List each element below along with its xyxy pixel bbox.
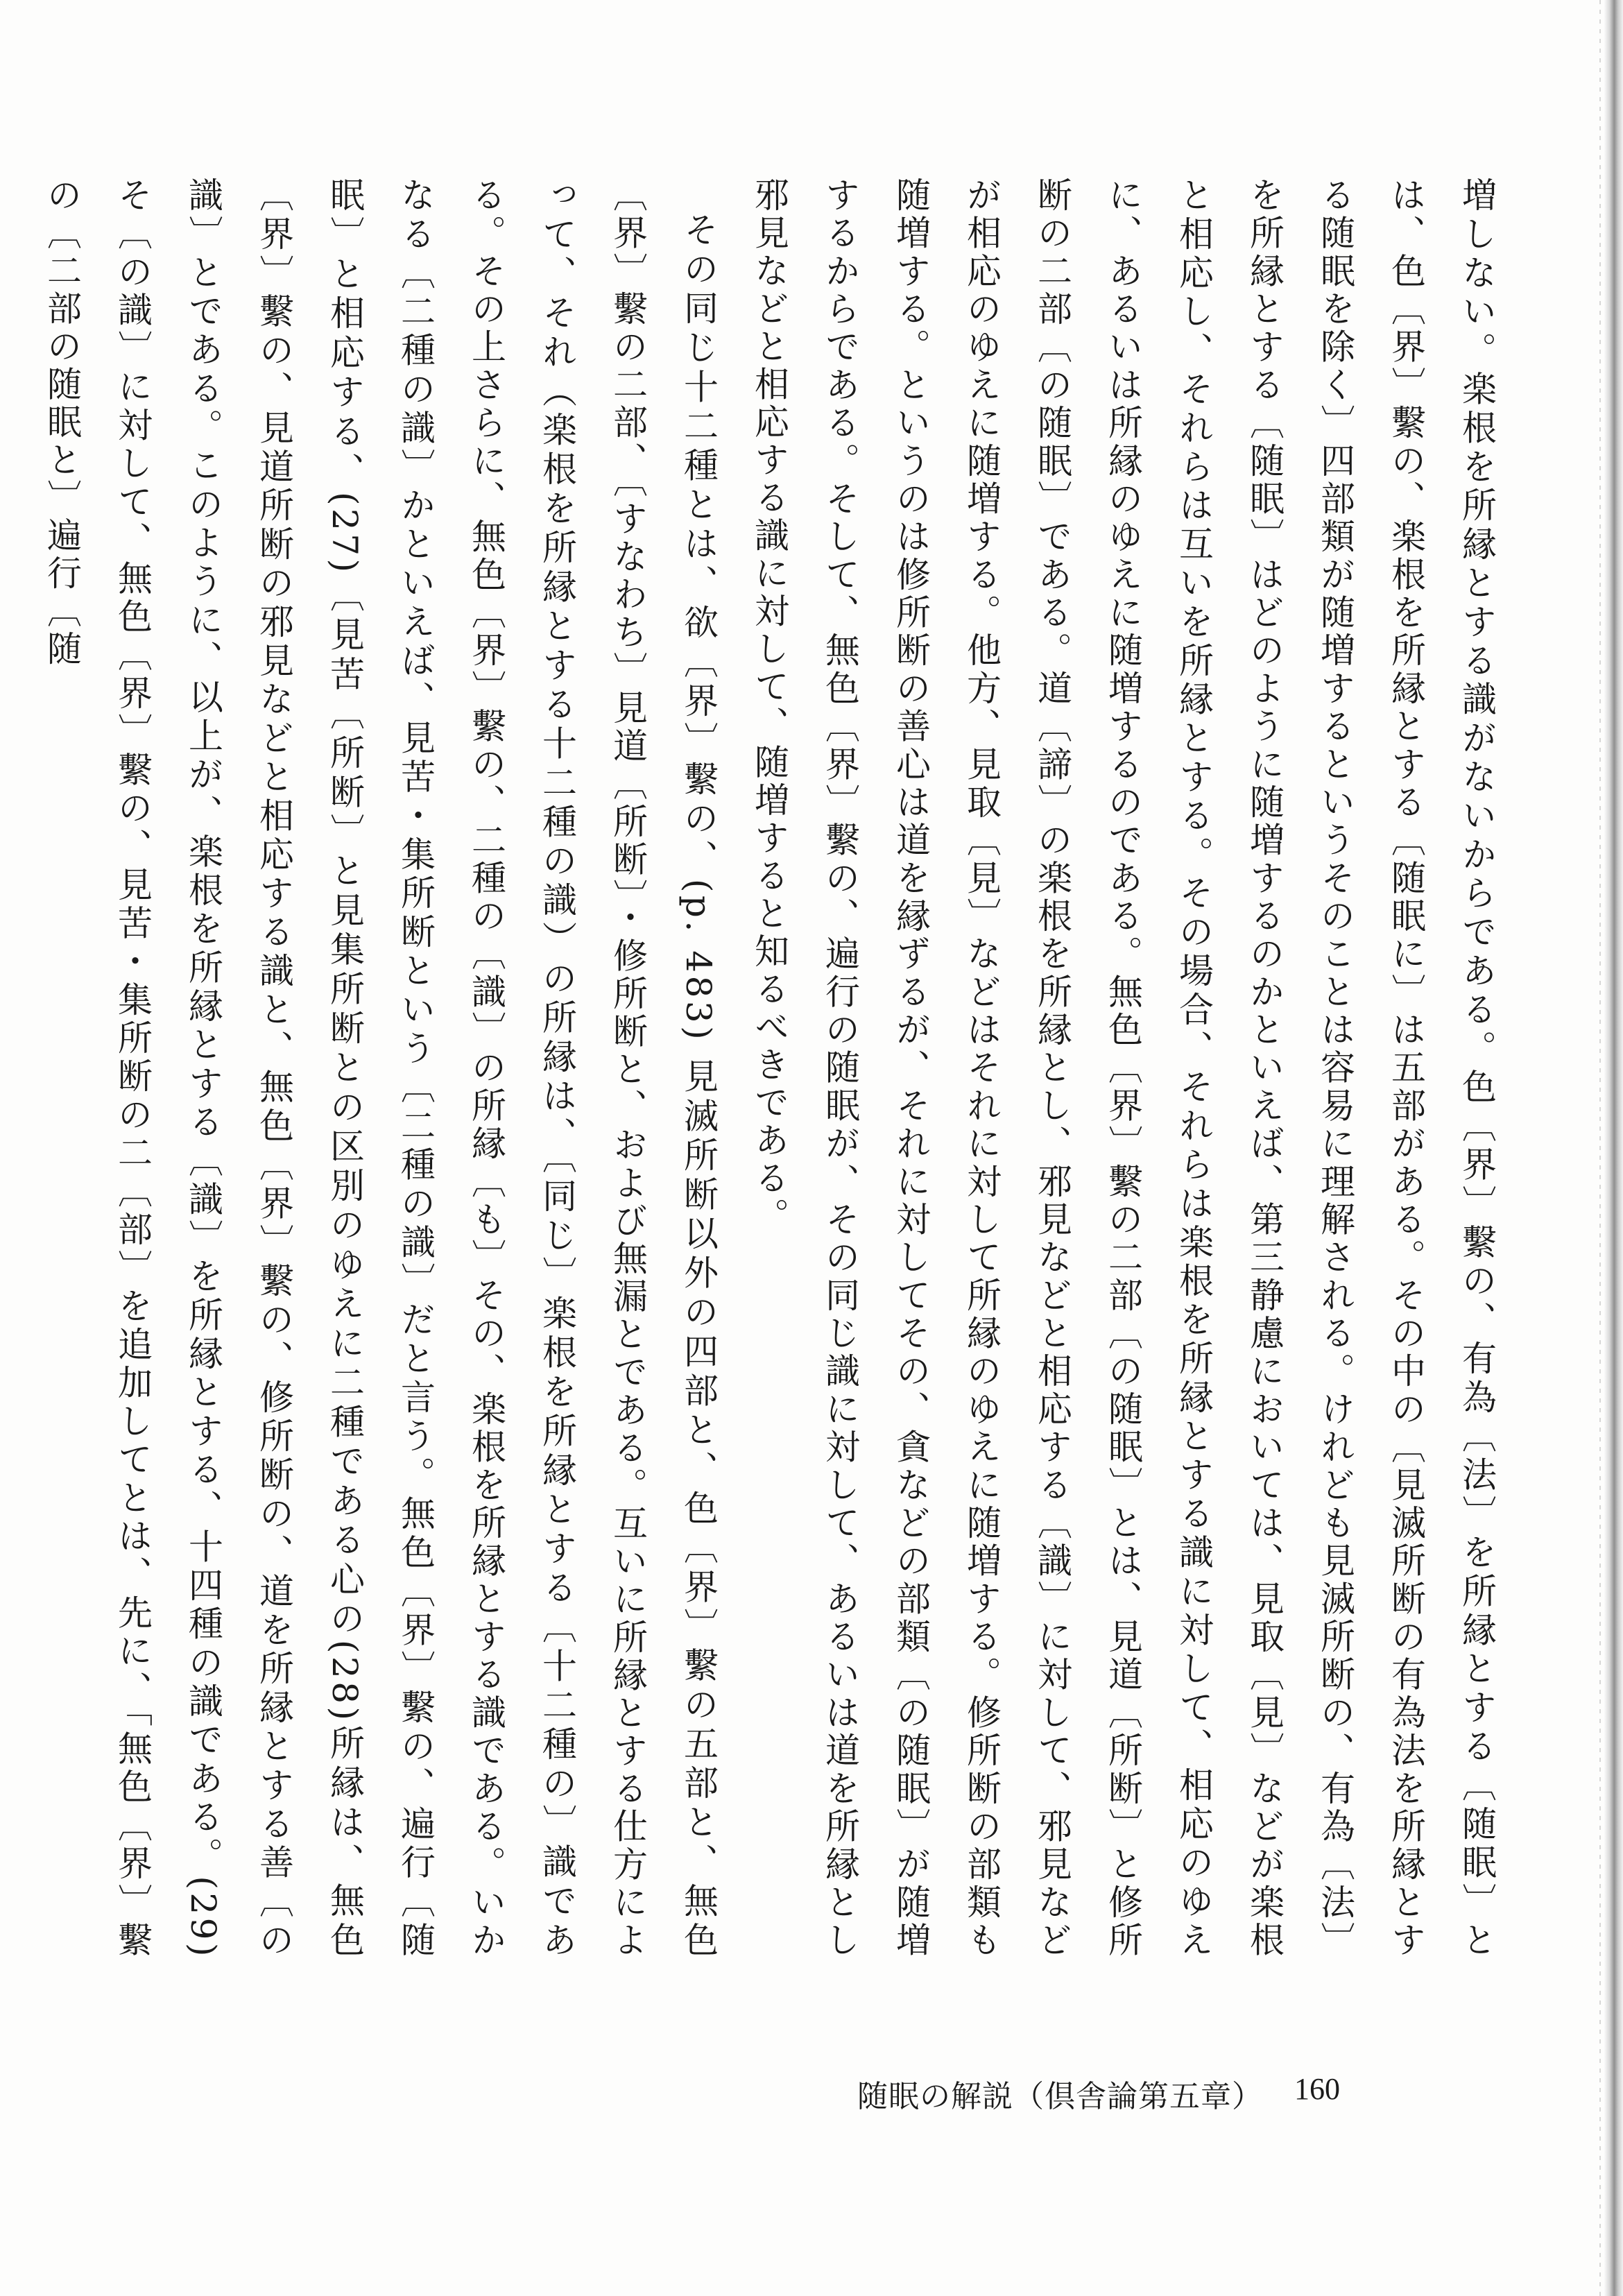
running-head: 随眠の解説（倶舎論第五章） bbox=[857, 2079, 1263, 2114]
scan-binding-edge bbox=[1604, 0, 1623, 2296]
scan-edge-artifact bbox=[1599, 0, 1601, 2296]
page-number: 160 bbox=[1294, 2072, 1340, 2106]
vertical-body-text bbox=[42, 177, 1512, 1960]
body-paragraph-1: 増しない。楽根を所縁とする識がないからである。色〔界〕繫の、有為〔法〕を所縁とする〔随眠〕とは、色〔界〕繫の、楽根を所縁とする〔随眠に〕は五部がある。その中の〔見滅所断の有為法を所縁とする随眠を除く〕四部類が随増するというそのことは容易に理解される。けれども見滅所断の、有為〔法〕を所縁とする〔随眠〕はどのように随増するのかといえば、第三静慮においては、見取〔見〕などが楽根と相応し、それらは互いを所縁とする。その場合、それらは楽根を所縁とする識に対して、相応のゆえに、あるいは所縁のゆえに随増するのである。無色〔界〕繫の二部〔の随眠〕とは、見道〔所断〕と修所断の二部〔の随眠〕である。道〔諦〕の楽根を所縁とし、邪見などと相応する〔識〕に対して、邪見などが相応のゆえに随増する。他方、見取〔見〕などはそれに対して所縁のゆえに随増する。修所断の部類も随増する。というのは修所断の善心は道を縁ずるが、それに対してその、貪などの部類〔の随眠〕が随増するからである。そして、無色〔界〕繫の、遍行の随眠が、その同じ識に対して、あるいは道を所縁とし邪見などと相応する識に対して、随増すると知るべきである。 bbox=[749, 177, 1497, 1960]
body-paragraph-2: その同じ十二種とは、欲〔界〕繫の、(p. 483) 見滅所断以外の四部と、色〔界〕繫の五部と、無色〔界〕繫の二部、〔すなわち〕見道〔所断〕・修所断と、および無漏とである。互いに所縁とする仕方によって、それ（楽根を所縁とする十二種の識）の所縁は、〔同じ〕楽根を所縁とする〔十二種の〕識である。その上さらに、無色〔界〕繫の、二種の〔識〕の所縁〔も〕その、楽根を所縁とする識である。いかなる〔二種の識〕かといえば、見苦・集所断という〔二種の識〕だと言う。無色〔界〕繫の、遍行〔随眠〕と相応する、(27)〔見苦〔所断〕と見集所断との区別のゆえに二種である心の(28)所縁は、無色〔界〕繫の、見道所断の邪見などと相応する識と、無色〔界〕繫の、修所断の、道を所縁とする善〔の識〕とである。このように、以上が、楽根を所縁とする〔識〕を所縁とする、十四種の識である。(29)そ〔の識〕に対して、無色〔界〕繫の、見苦・集所断の二〔部〕を追加してとは、先に、「無色〔界〕繫の〔二部の随眠と〕遍行〔随 bbox=[42, 177, 719, 1960]
